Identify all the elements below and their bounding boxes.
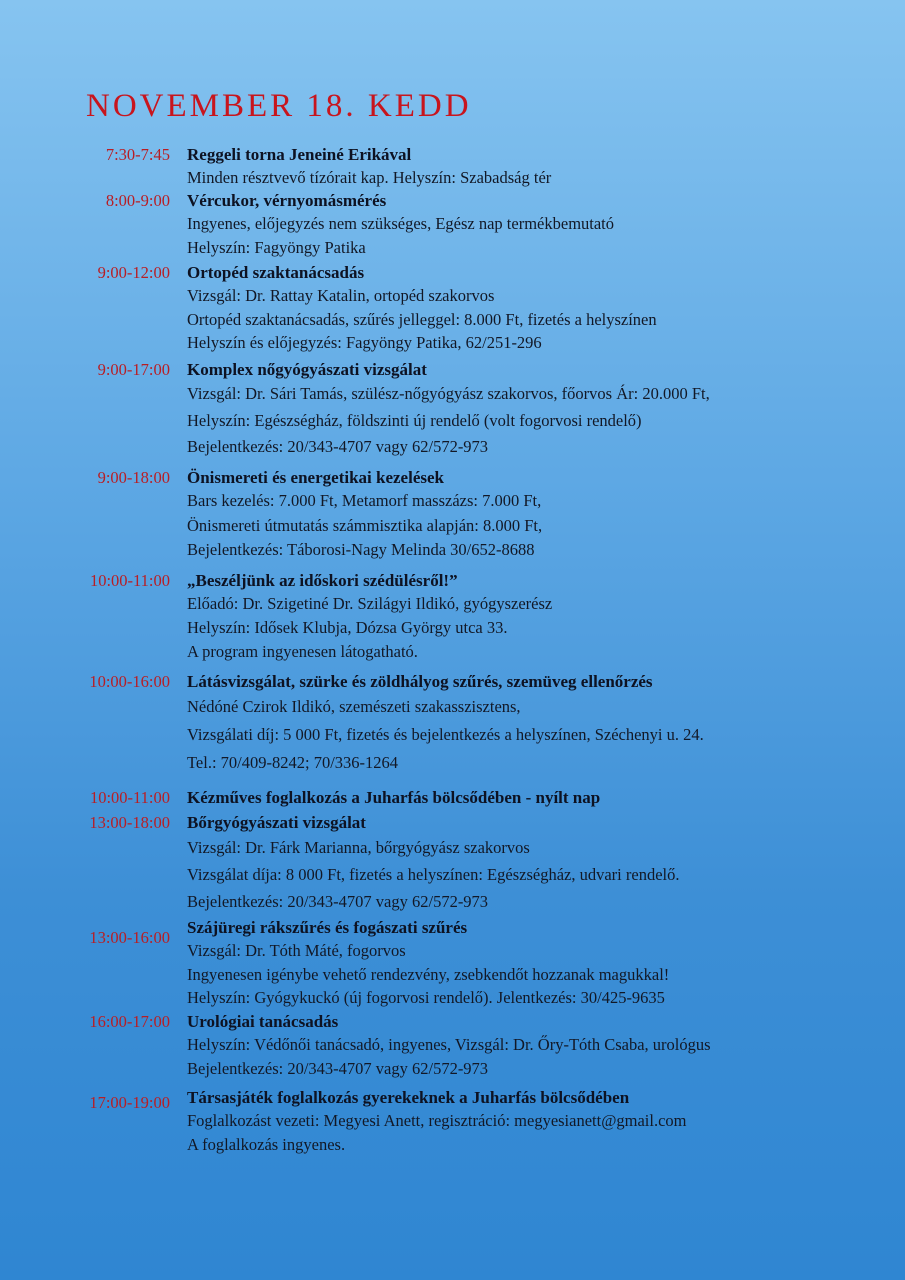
event-detail: Ortopéd szaktanácsadás, szűrés jelleggel: 8.000 Ft, fizetés a helyszínen <box>187 309 657 329</box>
event-title: Reggeli torna Jeneiné Erikával <box>187 145 412 164</box>
event-time: 9:00-18:00 <box>97 468 170 487</box>
event-title: Komplex nőgyógyászati vizsgálat <box>187 360 427 379</box>
event-detail: Bejelentkezés: Táborosi-Nagy Melinda 30/652-8688 <box>187 540 535 559</box>
page-title: NOVEMBER 18. KEDD <box>86 88 472 124</box>
event-detail: Önismereti útmutatás számmisztika alapján: 8.000 Ft, <box>187 515 543 535</box>
event-detail: Ingyenes, előjegyzés nem szükséges, Egész nap termékbemutató <box>187 214 615 233</box>
event-title: Vércukor, vérnyomásmérés <box>187 191 387 210</box>
event-detail: Helyszín: Idősek Klubja, Dózsa György utca 33. <box>187 618 508 637</box>
event-detail: Előadó: Dr. Szigetiné Dr. Szilágyi Ildikó, gyógyszerész <box>187 594 553 613</box>
event-detail: Tel.: 70/409-8242; 70/336-1264 <box>187 753 399 772</box>
event-detail: Helyszín és előjegyzés: Fagyöngy Patika, 62/251-296 <box>187 333 542 352</box>
event-title: Ortopéd szaktanácsadás <box>187 263 365 282</box>
event-detail: Vizsgál: Dr. Sári Tamás, szülész-nőgyógyász szakorvos, főorvos Ár: 20.000 Ft, <box>187 384 710 403</box>
event-time: 10:00-11:00 <box>89 788 170 807</box>
event-detail: Minden résztvevő tízórait kap. Helyszín: Szabadság tér <box>187 168 552 187</box>
event-detail: Helyszín: Fagyöngy Patika <box>187 237 366 257</box>
event-title: Önismereti és energetikai kezelések <box>187 468 444 487</box>
event-detail: Helyszín: Védőnői tanácsadó, ingyenes, Vizsgál: Dr. Őry-Tóth Csaba, urológus <box>187 1035 711 1054</box>
event-detail: A foglalkozás ingyenes. <box>187 1135 346 1154</box>
event-title: Társasjáték foglalkozás gyerekeknek a Juharfás bölcsődében <box>187 1088 630 1107</box>
event-time: 8:00-9:00 <box>105 191 170 210</box>
event-time: 9:00-12:00 <box>97 263 170 282</box>
event-time: 9:00-17:00 <box>97 360 170 379</box>
event-detail: Vizsgál: Dr. Fárk Marianna, bőrgyógyász szakorvos <box>187 838 530 857</box>
event-detail: Bars kezelés: 7.000 Ft, Metamorf masszázs: 7.000 Ft, <box>187 491 542 510</box>
event-detail: Vizsgálati díj: 5 000 Ft, fizetés és bejelentkezés a helyszínen, Széchenyi u. 24. <box>187 725 704 744</box>
event-detail: Vizsgálat díja: 8 000 Ft, fizetés a helyszínen: Egészségház, udvari rendelő. <box>187 865 680 884</box>
event-detail: Ingyenesen igénybe vehető rendezvény, zsebkendőt hozzanak magukkal! <box>187 964 670 984</box>
event-title: Bőrgyógyászati vizsgálat <box>187 813 366 832</box>
event-detail: A program ingyenesen látogatható. <box>187 642 418 661</box>
event-detail: Bejelentkezés: 20/343-4707 vagy 62/572-973 <box>187 892 489 911</box>
event-time: 13:00-18:00 <box>89 813 170 832</box>
event-title: Urológiai tanácsadás <box>187 1012 339 1031</box>
event-detail: Bejelentkezés: 20/343-4707 vagy 62/572-973 <box>187 1058 489 1078</box>
event-detail: Helyszín: Egészségház, földszinti új rendelő (volt fogorvosi rendelő) <box>187 410 642 430</box>
event-time: 10:00-16:00 <box>89 672 170 691</box>
event-time: 17:00-19:00 <box>89 1093 170 1112</box>
event-detail: Bejelentkezés: 20/343-4707 vagy 62/572-973 <box>187 437 489 456</box>
event-title: Kézműves foglalkozás a Juharfás bölcsődében - nyílt nap <box>187 788 601 807</box>
event-detail: Helyszín: Gyógykuckó (új fogorvosi rendelő). Jelentkezés: 30/425-9635 <box>187 988 665 1007</box>
event-time: 13:00-16:00 <box>89 928 170 947</box>
event-detail: Foglalkozást vezeti: Megyesi Anett, regisztráció: megyesianett@gmail.com <box>187 1111 687 1130</box>
event-time: 7:30-7:45 <box>105 145 170 164</box>
event-title: „Beszéljünk az időskori szédülésről!” <box>187 571 458 590</box>
event-detail: Vizsgál: Dr. Rattay Katalin, ortopéd szakorvos <box>187 286 495 305</box>
event-detail: Vizsgál: Dr. Tóth Máté, fogorvos <box>187 941 406 960</box>
event-time: 16:00-17:00 <box>89 1012 170 1031</box>
event-title: Látásvizsgálat, szürke és zöldhályog szűrés, szemüveg ellenőrzés <box>187 672 653 691</box>
event-detail: Nédóné Czirok Ildikó, szemészeti szakasszisztens, <box>187 697 521 716</box>
event-time: 10:00-11:00 <box>89 571 170 590</box>
event-title: Szájüregi rákszűrés és fogászati szűrés <box>187 918 468 937</box>
